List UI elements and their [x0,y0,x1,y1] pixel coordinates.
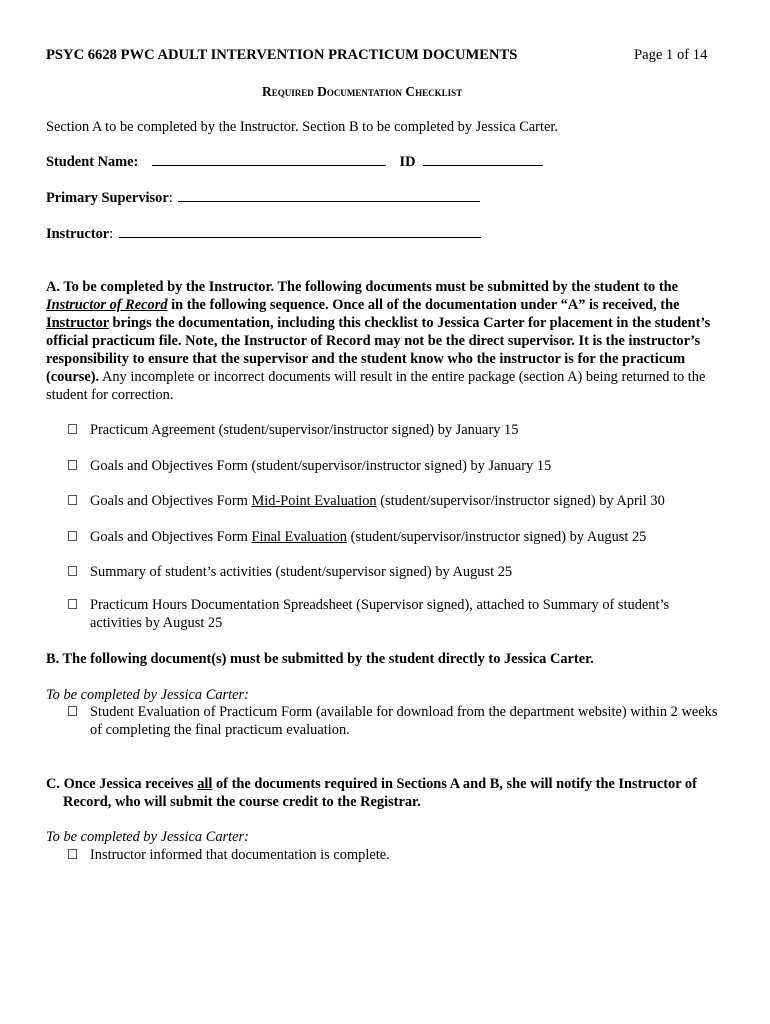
checkbox[interactable] [68,531,77,541]
checklist-item [68,457,728,475]
id-label: ID [399,154,416,170]
checklist-item [68,846,728,864]
checkbox[interactable] [68,599,77,609]
student-name-label: Student Name [46,154,134,170]
student-name-field: Student Name: ID [46,153,543,171]
item-text: Summary of student’s activities (student/supervisor signed) by August 25 [90,564,513,580]
section-c-heading [46,775,697,793]
primary-supervisor-field: Primary Supervisor: [46,189,480,207]
checklist-item [68,563,728,581]
checkbox[interactable] [68,566,77,576]
checklist-item [68,528,728,546]
primary-supervisor-label: Primary Supervisor [46,190,169,206]
section-b-note: To be completed by Jessica Carter: [46,687,249,703]
section-c-note: To be completed by Jessica Carter: [46,829,249,845]
instructor-of-record-text: Instructor of Record [46,297,168,313]
section-a-text-3: brings the documentation, including this checklist to Jessica Carter for placement in the student’s official practicum file. Note, the Instructor of Record may not be the direct supervisor. It is the instructor’s responsibility to ensure that the supervisor and the student know who the instructor is for the practicum (course). [46,315,711,385]
item-text: (student/supervisor/instructor signed) by April 30 [376,493,665,509]
document-title: PSYC 6628 PWC ADULT INTERVENTION PRACTICUM DOCUMENTS [46,47,518,63]
instructor-label: Instructor [46,226,110,242]
item-text: Practicum Hours Documentation Spreadsheet (Supervisor signed), attached to Summary of student’s activities by August 25 [90,597,670,631]
section-a-text-2: in the following sequence. Once all of the documentation under “A” is received, the [167,297,680,313]
section-c-text-1: C. Once Jessica receives [46,776,198,792]
instructor-field: Instructor: [46,225,481,243]
section-b-heading: B. The following document(s) must be submitted by the student directly to Jessica Carter. [46,651,594,667]
intro-text: Section A to be completed by the Instructor. Section B to be completed by Jessica Carter. [46,119,558,135]
item-text: Practicum Agreement (student/supervisor/instructor signed) by January 15 [90,422,519,438]
id-line[interactable] [423,153,543,166]
page-number: Page 1 of 14 [634,47,708,63]
item-text: Goals and Objectives Form [90,493,252,509]
item-text: (student/supervisor/instructor signed) by August 25 [347,529,647,545]
section-c-heading-line2: Record, who will submit the course credit to the Registrar. [63,794,421,810]
checklist-item [68,421,728,439]
section-c-all-text: all [197,776,213,792]
item-underlined-text: Mid-Point Evaluation [251,493,377,509]
instructor-text: Instructor [46,315,109,331]
checklist-item [68,596,728,632]
checklist-item [68,703,728,739]
item-text: Instructor informed that documentation is complete. [90,847,390,863]
item-text: Goals and Objectives Form [90,529,252,545]
instructor-line[interactable] [119,225,481,238]
section-a-text-4: Any incomplete or incorrect documents will result in the entire package (section A) being returned to the student for correction. [46,369,706,403]
primary-supervisor-line[interactable] [178,189,480,202]
section-c-text-2: of the documents required in Sections A and B, she will notify the Instructor of [212,776,697,792]
checkbox[interactable] [68,460,77,470]
checkbox[interactable] [68,849,77,859]
item-underlined-text: Final Evaluation [251,529,347,545]
checkbox[interactable] [68,424,77,434]
student-name-line[interactable] [152,153,386,166]
section-a-paragraph [46,278,736,404]
section-a-text-1: A. To be completed by the Instructor. The following documents must be submitted by the student to the [46,279,679,295]
checkbox[interactable] [68,706,77,716]
checkbox[interactable] [68,495,77,505]
checklist-item [68,492,728,510]
item-text: Student Evaluation of Practicum Form (available for download from the department website) within 2 weeks of completing the final practicum evaluation. [90,704,718,738]
checklist-title: Required Documentation Checklist [262,84,463,99]
item-text: Goals and Objectives Form (student/supervisor/instructor signed) by January 15 [90,458,552,474]
